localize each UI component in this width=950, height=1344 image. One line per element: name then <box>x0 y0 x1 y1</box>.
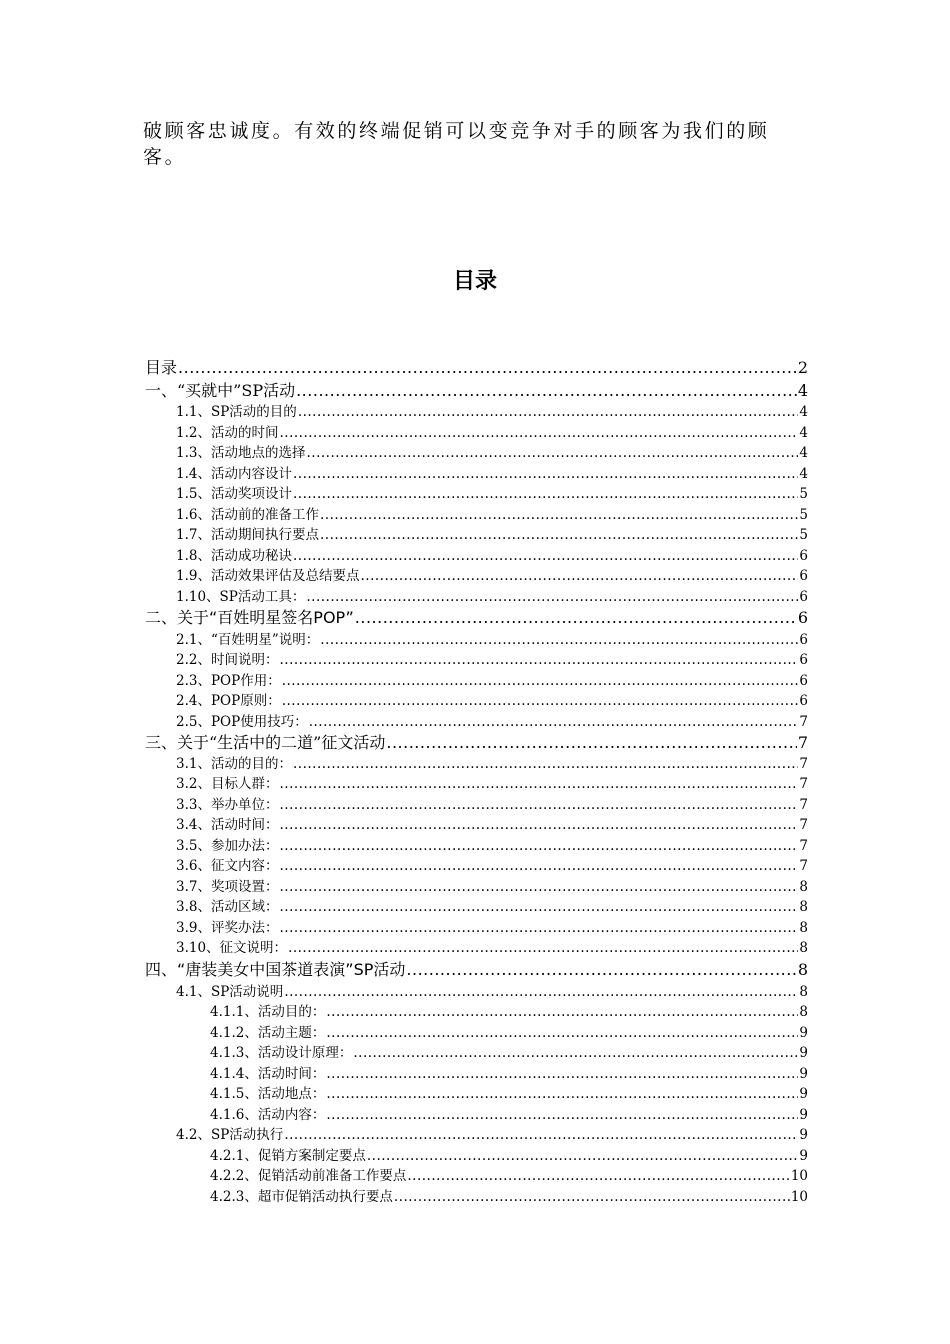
toc-entry[interactable] <box>176 544 808 564</box>
toc-dot-leader <box>279 652 798 668</box>
toc-entry[interactable] <box>176 564 808 584</box>
toc-dot-leader <box>355 608 797 627</box>
toc-dot-leader <box>326 1086 798 1102</box>
toc-dot-leader <box>279 425 798 441</box>
toc-dot-leader <box>306 589 798 605</box>
toc-dot-leader <box>284 1127 798 1143</box>
toc-entry-label: 2.1、“百姓明星”说明： <box>176 632 320 648</box>
toc-entry[interactable] <box>145 355 808 377</box>
toc-page-number: 7 <box>799 858 808 874</box>
toc-dot-leader <box>326 1107 798 1123</box>
toc-page-number: 4 <box>799 425 808 441</box>
toc-title: 目录 <box>452 269 497 294</box>
toc-page-number: 7 <box>799 714 808 730</box>
toc-entry-label: 3.1、活动的目的： <box>176 756 292 772</box>
toc-entry-label: 1.5、活动奖项设计 <box>176 486 292 502</box>
toc-page-number: 5 <box>799 507 808 523</box>
toc-entry[interactable] <box>176 462 808 482</box>
toc-page-number: 6 <box>799 568 808 584</box>
toc-page-number: 7 <box>799 817 808 833</box>
toc-dot-leader <box>279 920 798 936</box>
toc-entry-label: 4.2.1、促销方案制定要点 <box>210 1148 366 1164</box>
toc-entry-label: 2.4、POP原则： <box>176 693 281 709</box>
toc-dot-leader <box>293 466 798 482</box>
toc-page-number: 4 <box>799 466 808 482</box>
toc-entry-label: 1.1、SP活动的目的 <box>176 404 297 420</box>
toc-entry[interactable] <box>176 813 808 833</box>
toc-entry-label: 4.2、SP活动执行 <box>176 1127 284 1143</box>
toc-page-number: 9 <box>799 1148 808 1164</box>
toc-entry[interactable] <box>176 669 808 689</box>
toc-dot-leader <box>293 486 798 502</box>
toc-dot-leader <box>407 1168 789 1184</box>
toc-page-number: 4 <box>797 381 808 400</box>
toc-dot-leader <box>293 756 798 772</box>
toc-dot-leader <box>282 673 799 689</box>
toc-entry[interactable] <box>176 441 808 461</box>
toc-dot-leader <box>353 1045 798 1061</box>
toc-entry[interactable] <box>176 936 808 956</box>
toc-dot-leader <box>279 817 798 833</box>
toc-entry[interactable] <box>176 1123 808 1143</box>
toc-page-number: 6 <box>799 652 808 668</box>
toc-entry[interactable] <box>210 1082 808 1102</box>
toc-entry[interactable] <box>176 752 808 772</box>
toc-entry-label: 1.4、活动内容设计 <box>176 466 292 482</box>
toc-entry[interactable] <box>145 730 808 752</box>
toc-entry-label: 1.6、活动前的准备工作 <box>176 507 319 523</box>
toc-dot-leader <box>320 507 798 523</box>
toc-dot-leader <box>288 940 798 956</box>
toc-dot-leader <box>386 733 796 752</box>
toc-entry[interactable] <box>176 482 808 502</box>
toc-entry[interactable] <box>176 628 808 648</box>
toc-entry[interactable] <box>145 605 808 627</box>
toc-dot-leader <box>406 960 796 979</box>
toc-page-number: 4 <box>799 445 808 461</box>
toc-entry-label: 2.2、时间说明： <box>176 652 279 668</box>
toc-entry[interactable] <box>210 1000 808 1020</box>
toc-entry-label: 目录 <box>145 358 178 377</box>
toc-entry-label: 3.8、活动区域： <box>176 899 279 915</box>
toc-entry-label: 4.1.5、活动地点： <box>210 1086 326 1102</box>
toc-entry[interactable] <box>176 772 808 792</box>
toc-entry-label: 1.2、活动的时间 <box>176 425 279 441</box>
toc-entry[interactable] <box>176 503 808 523</box>
toc-entry[interactable] <box>176 421 808 441</box>
toc-page-number: 9 <box>799 1107 808 1123</box>
toc-dot-leader <box>326 1025 798 1041</box>
toc-page-number: 8 <box>799 879 808 895</box>
toc-entry-label: 一、“买就中”SP活动 <box>145 381 296 400</box>
toc-page-number: 7 <box>797 733 808 752</box>
toc-entry[interactable] <box>176 648 808 668</box>
toc-entry-label: 4.1.1、活动目的： <box>210 1004 326 1020</box>
toc-entry-label: 4.1.6、活动内容： <box>210 1107 326 1123</box>
toc-page-number: 7 <box>799 838 808 854</box>
toc-page-number: 4 <box>799 404 808 420</box>
toc-entry[interactable] <box>176 854 808 874</box>
toc-page-number: 8 <box>799 1004 808 1020</box>
toc-entry[interactable] <box>176 523 808 543</box>
toc-entry-label: 1.10、SP活动工具： <box>176 589 306 605</box>
toc-entry[interactable] <box>176 585 808 605</box>
toc-dot-leader <box>279 899 798 915</box>
toc-entry[interactable] <box>176 400 808 420</box>
toc-entry[interactable] <box>210 1144 808 1164</box>
toc-page-number: 7 <box>799 797 808 813</box>
toc-entry[interactable] <box>176 689 808 709</box>
toc-entry-label: 4.1、SP活动说明 <box>176 984 284 1000</box>
toc-dot-leader <box>279 838 798 854</box>
toc-page-number: 2 <box>797 358 808 377</box>
toc-entry-label: 4.2.3、超市促销活动执行要点 <box>210 1189 393 1205</box>
toc-entry-label: 3.7、奖项设置： <box>176 879 279 895</box>
toc-entry-label: 4.1.4、活动时间： <box>210 1066 326 1082</box>
toc-entry[interactable] <box>176 834 808 854</box>
toc-page-number: 5 <box>799 527 808 543</box>
toc-page-number: 9 <box>799 1066 808 1082</box>
toc-dot-leader <box>394 1189 790 1205</box>
toc-entry[interactable] <box>145 957 808 979</box>
toc-page-number: 6 <box>799 693 808 709</box>
toc-page-number: 8 <box>799 984 808 1000</box>
toc-page-number: 9 <box>799 1025 808 1041</box>
toc-entry-label: 3.6、征文内容： <box>176 858 279 874</box>
toc-entry-label: 3.3、举办单位： <box>176 797 279 813</box>
toc-dot-leader <box>279 797 798 813</box>
toc-dot-leader <box>320 527 798 543</box>
toc-entry[interactable] <box>176 793 808 813</box>
toc-entry[interactable] <box>210 1103 808 1123</box>
toc-page-number: 5 <box>799 486 808 502</box>
toc-entry[interactable] <box>210 1062 808 1082</box>
toc-entry-label: 二、关于“百姓明星签名POP” <box>145 608 354 627</box>
toc-page-number: 6 <box>799 673 808 689</box>
toc-entry[interactable] <box>210 1164 808 1184</box>
toc-dot-leader <box>309 714 799 730</box>
toc-page-number: 6 <box>799 548 808 564</box>
toc-entry-label: 3.9、评奖办法： <box>176 920 279 936</box>
toc-dot-leader <box>178 358 797 377</box>
toc-entry-label: 2.3、POP作用： <box>176 673 281 689</box>
toc-page-number: 8 <box>799 899 808 915</box>
toc-entry-label: 2.5、POP使用技巧： <box>176 714 308 730</box>
toc-entry-label: 四、“唐装美女中国茶道表演”SP活动 <box>145 960 406 979</box>
toc-dot-leader <box>296 381 797 400</box>
toc-entry[interactable] <box>210 1185 808 1205</box>
toc-entry-label: 4.1.3、活动设计原理： <box>210 1045 353 1061</box>
toc-dot-leader <box>367 1148 799 1164</box>
toc-entry-label: 4.1.2、活动主题： <box>210 1025 326 1041</box>
toc-page-number: 9 <box>799 1045 808 1061</box>
toc-entry[interactable] <box>176 875 808 895</box>
toc-page-number: 8 <box>799 920 808 936</box>
toc-dot-leader <box>360 568 798 584</box>
toc-page-number: 7 <box>799 756 808 772</box>
toc-dot-leader <box>306 445 798 461</box>
intro-paragraph: 破顾客忠诚度。有效的终端促销可以变竞争对手的顾客为我们的顾客。 <box>143 120 770 168</box>
toc-dot-leader <box>298 404 799 420</box>
toc-dot-leader <box>320 632 798 648</box>
toc-dot-leader <box>279 879 798 895</box>
toc-entry-label: 1.9、活动效果评估及总结要点 <box>176 568 360 584</box>
toc-entry[interactable] <box>210 1021 808 1041</box>
toc-page-number: 6 <box>799 632 808 648</box>
toc-entry-label: 3.5、参加办法： <box>176 838 279 854</box>
toc-dot-leader <box>279 858 798 874</box>
toc-entry-label: 1.7、活动期间执行要点 <box>176 527 319 543</box>
toc-page-number: 10 <box>790 1168 808 1184</box>
toc-entry-label: 3.4、活动时间： <box>176 817 279 833</box>
toc-entry[interactable] <box>145 378 808 400</box>
toc-dot-leader <box>284 984 798 1000</box>
toc-page-number: 8 <box>797 960 808 979</box>
toc-page-number: 7 <box>799 776 808 792</box>
toc-page-number: 9 <box>799 1127 808 1143</box>
toc-entry[interactable] <box>210 1041 808 1061</box>
toc-page-number: 8 <box>799 940 808 956</box>
toc-entry-label: 4.2.2、促销活动前准备工作要点 <box>210 1168 407 1184</box>
toc-entry-label: 1.8、活动成功秘诀 <box>176 548 292 564</box>
toc-dot-leader <box>282 693 799 709</box>
toc-dot-leader <box>293 548 798 564</box>
toc-dot-leader <box>326 1066 798 1082</box>
toc-entry-label: 3.2、目标人群： <box>176 776 279 792</box>
toc-page-number: 6 <box>799 589 808 605</box>
toc-entry[interactable] <box>176 980 808 1000</box>
toc-page-number: 9 <box>799 1086 808 1102</box>
toc-entry-label: 1.3、活动地点的选择 <box>176 445 306 461</box>
toc-page-number: 6 <box>797 608 808 627</box>
toc-dot-leader <box>326 1004 798 1020</box>
toc-entry-label: 三、关于“生活中的二道”征文活动 <box>145 733 386 752</box>
toc-entry[interactable] <box>176 916 808 936</box>
toc-page-number: 10 <box>790 1189 808 1205</box>
toc-dot-leader <box>279 776 798 792</box>
toc-entry[interactable] <box>176 710 808 730</box>
toc-entry[interactable] <box>176 895 808 915</box>
toc-entry-label: 3.10、征文说明： <box>176 940 288 956</box>
